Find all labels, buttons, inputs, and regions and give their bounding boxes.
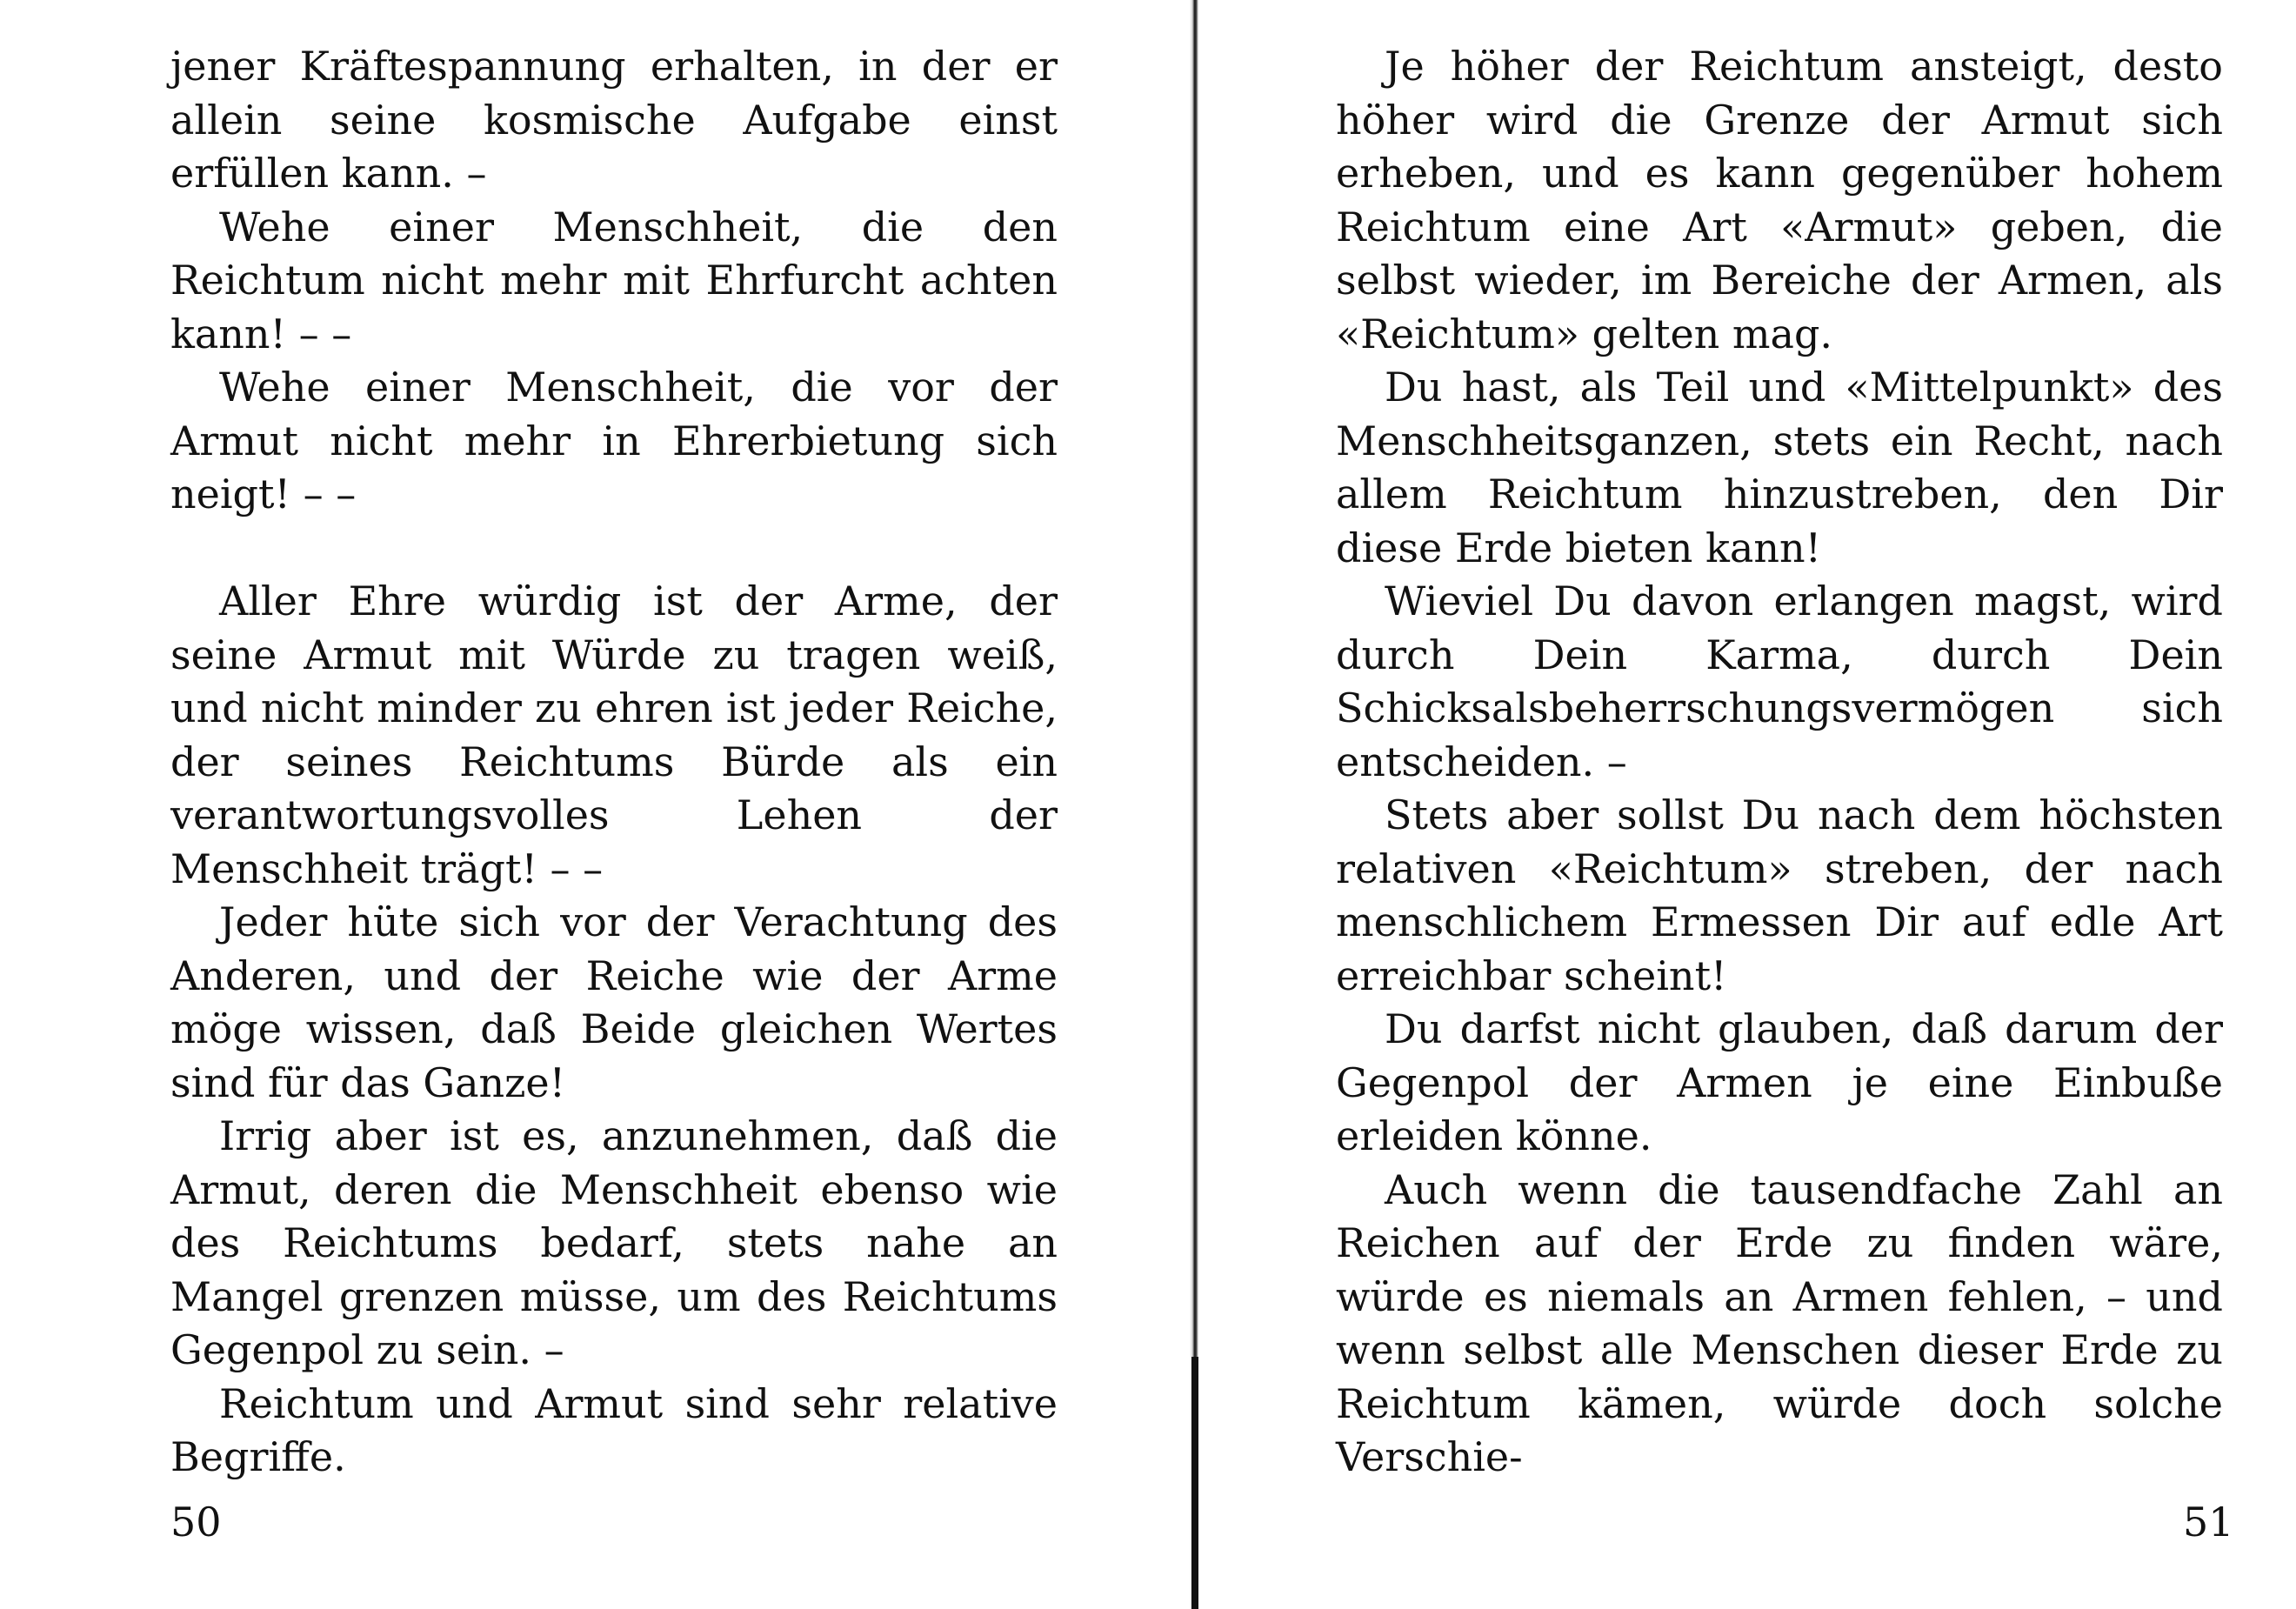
right-paragraph-1: Je höher der Reichtum ansteigt, desto höher wird die Grenze der Armut sich erheben, und es kann gegenüber hohem Reichtum eine Art «Armut» geben, die selbst wieder, im Bereiche der Armen, als «Reichtum» gelten mag. — [1336, 43, 2223, 357]
right-paragraph-2: Du hast, als Teil und «Mittelpunkt» des Menschheitsganzen, stets ein Recht, nach allem Reichtum hinzustreben, den Dir diese Erde bieten kann! — [1336, 364, 2223, 571]
right-paragraph-3: Wieviel Du davon erlangen magst, wird durch Dein Karma, durch Dein Schicksalsbeherrschungsvermögen sich entscheiden. – — [1336, 578, 2223, 785]
right-paragraph-6: Auch wenn die tausendfache Zahl an Reichen auf der Erde zu finden wäre, würde es niemals an Armen fehlen, – und wenn selbst alle Menschen dieser Erde zu Reichtum kämen, würde doch solche Verschie- — [1336, 1165, 2223, 1480]
right-page — [1336, 40, 2223, 1485]
left-paragraph-1: jener Kräftespannung erhalten, in der er allein seine kosmische Aufgabe einst erfüllen kann. – — [170, 43, 1058, 197]
left-page-number: 50 — [170, 1499, 222, 1546]
left-paragraph-5: Jeder hüte sich vor der Verachtung des Anderen, und der Reiche wie der Arme möge wissen, daß Beide gleichen Wertes sind für das Ganze! — [170, 898, 1058, 1106]
right-page-number: 51 — [2183, 1499, 2234, 1546]
left-page — [170, 40, 1058, 1485]
book-gutter-shadow — [1191, 1357, 1198, 1609]
left-paragraph-4: Aller Ehre würdig ist der Arme, der seine Armut mit Würde zu tragen weiß, und nicht minder zu ehren ist jeder Reiche, der seines Reichtums Bürde als ein verantwortungsvolles Lehen der Menschheit trägt! – – — [170, 578, 1058, 892]
left-paragraph-3: Wehe einer Menschheit, die vor der Armut nicht mehr in Ehrerbietung sich neigt! – – — [170, 364, 1058, 517]
right-paragraph-5: Du darfst nicht glauben, daß darum der Gegenpol der Armen je eine Einbuße erleiden könne. — [1336, 1005, 2223, 1159]
left-paragraph-6: Irrig aber ist es, anzunehmen, daß die Armut, deren die Menschheit ebenso wie des Reichtums bedarf, stets nahe an Mangel grenzen müsse, um des Reichtums Gegenpol zu sein. – — [170, 1112, 1058, 1373]
right-paragraph-4: Stets aber sollst Du nach dem höchsten relativen «Reichtum» streben, der nach menschlichem Ermessen Dir auf edle Art erreichbar scheint! — [1336, 791, 2223, 999]
left-paragraph-2: Wehe einer Menschheit, die den Reichtum nicht mehr mit Ehrfurcht achten kann! – – — [170, 203, 1058, 357]
left-paragraph-7: Reichtum und Armut sind sehr relative Begriffe. — [170, 1379, 1058, 1480]
